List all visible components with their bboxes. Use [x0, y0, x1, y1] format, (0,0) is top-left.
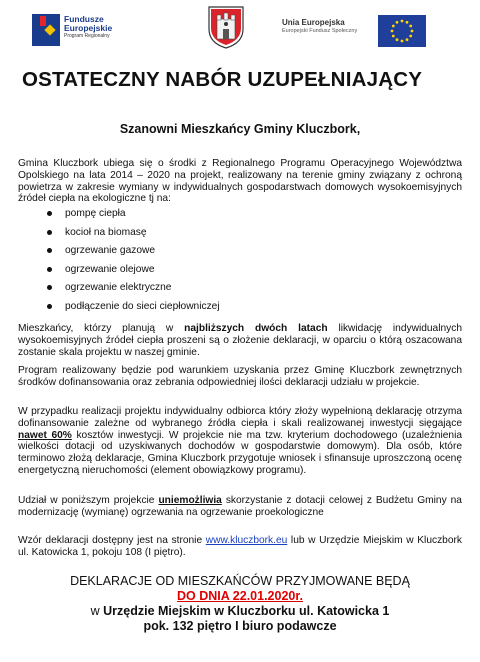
unia-europejska-label: [282, 18, 372, 34]
ue-title: Unia Europejska: [282, 18, 345, 27]
eu-flag-icon: [378, 15, 426, 47]
heat-source-list: [47, 208, 220, 319]
website-link[interactable]: www.kluczbork.eu: [205, 535, 288, 546]
emphasis-two-years: dwóch latach: [255, 323, 328, 334]
fe-program: Program Regionalny: [64, 33, 110, 39]
list-item: pompę ciepła: [47, 208, 220, 227]
kluczbork-crest-icon: [207, 5, 245, 49]
fe-emblem-icon: [32, 14, 60, 46]
residents-paragraph: Mieszkańcy, którzy planują w najbliższych dwóch latach likwidację indywidualnych wysokoemisyjnych źródeł ciepła proszeni są o złożenie deklaracji, w oparciu o którą oszacowana zostanie skala projektu w naszej gminie.: [18, 323, 462, 358]
list-item: ogrzewanie elektryczne: [47, 282, 220, 301]
deadline-block: [0, 574, 480, 634]
deadline-date: DO DNIA 22.01.2020r.: [177, 589, 303, 603]
restriction-paragraph: Udział w poniższym projekcie uniemożliwia skorzystanie z dotacji celowej z Budżetu Gminy na modernizację (wymianę) ogrzewania na ogrzewanie proekologiczne: [18, 495, 462, 518]
greeting: Szanowni Mieszkańcy Gminy Kluczbork,: [119, 122, 361, 136]
list-item: podłączenie do sieci ciepłowniczej: [47, 301, 220, 320]
list-item: ogrzewanie olejowe: [47, 264, 220, 283]
footer-line3: w Urzędzie Miejskim w Kluczborku ul. Katowicka 1: [90, 604, 390, 618]
page-title: OSTATECZNY NABÓR UZUPEŁNIAJĄCY: [22, 68, 423, 91]
list-item: ogrzewanie gazowe: [47, 245, 220, 264]
logo-bar: [0, 0, 480, 54]
fe-name-line1: Fundusze: [64, 14, 104, 24]
footer-line4: pok. 132 piętro I biuro podawcze: [143, 619, 337, 633]
form-paragraph: Wzór deklaracji dostępny jest na stronie www.kluczbork.eu lub w Urzędzie Miejskim w Kluczbork ul. Katowicka 1, pokoju 108 (I piętro).: [18, 535, 462, 558]
emphasis-uniemozliwia: uniemożliwia: [158, 495, 222, 506]
fundusze-europejskie-logo: [32, 14, 142, 48]
funding-paragraph: W przypadku realizacji projektu indywidualny odbiorca który złoży wypełnioną deklarację otrzyma dofinansowanie zależne od wybranego źródła ciepła i skali realizowanej inwestycji sięgające nawet 60% kosztów inwestycji. W projekcie nie ma tzw. kryterium dochodowego (uzależnienia wielkości dotacji od uzyskiwanych dochodów w gospodarstwie domowym). Dla osób, które terminowo złożą deklaracje, Gmina Kluczbork przygotuje wniosek i sfinansuje uproszczoną ocenę energetyczną nieruchomości (element obowiązkowy programu).: [18, 406, 462, 476]
emphasis-60-percent: nawet 60%: [18, 429, 72, 441]
ue-subtitle: Europejski Fundusz Społeczny: [282, 28, 358, 34]
program-paragraph: Program realizowany będzie pod warunkiem uzyskania przez Gminę Kluczbork zewnętrznych środków dofinansowania oraz zebrania odpowiedniej ilości deklaracji udziału w projekcie.: [18, 365, 462, 388]
footer-line1: DEKLARACJE OD MIESZKAŃCÓW PRZYJMOWANE BĘDĄ: [70, 574, 410, 588]
list-item: kocioł na biomasę: [47, 227, 220, 246]
intro-paragraph: Gmina Kluczbork ubiega się o środki z Regionalnego Programu Operacyjnego Województwa Opolskiego na lata 2014 – 2020 na projekt, realizowany na terenie gminy związany z ochroną powietrza w zakresie wymiany w indywidualnych gospodarstwach domowych wysokoemisyjnych źródeł ciepła na ekologiczne tj na:: [18, 158, 462, 205]
fe-name-line2: Europejskie: [64, 23, 113, 33]
emphasis-nearest: najbliższych: [184, 323, 245, 334]
